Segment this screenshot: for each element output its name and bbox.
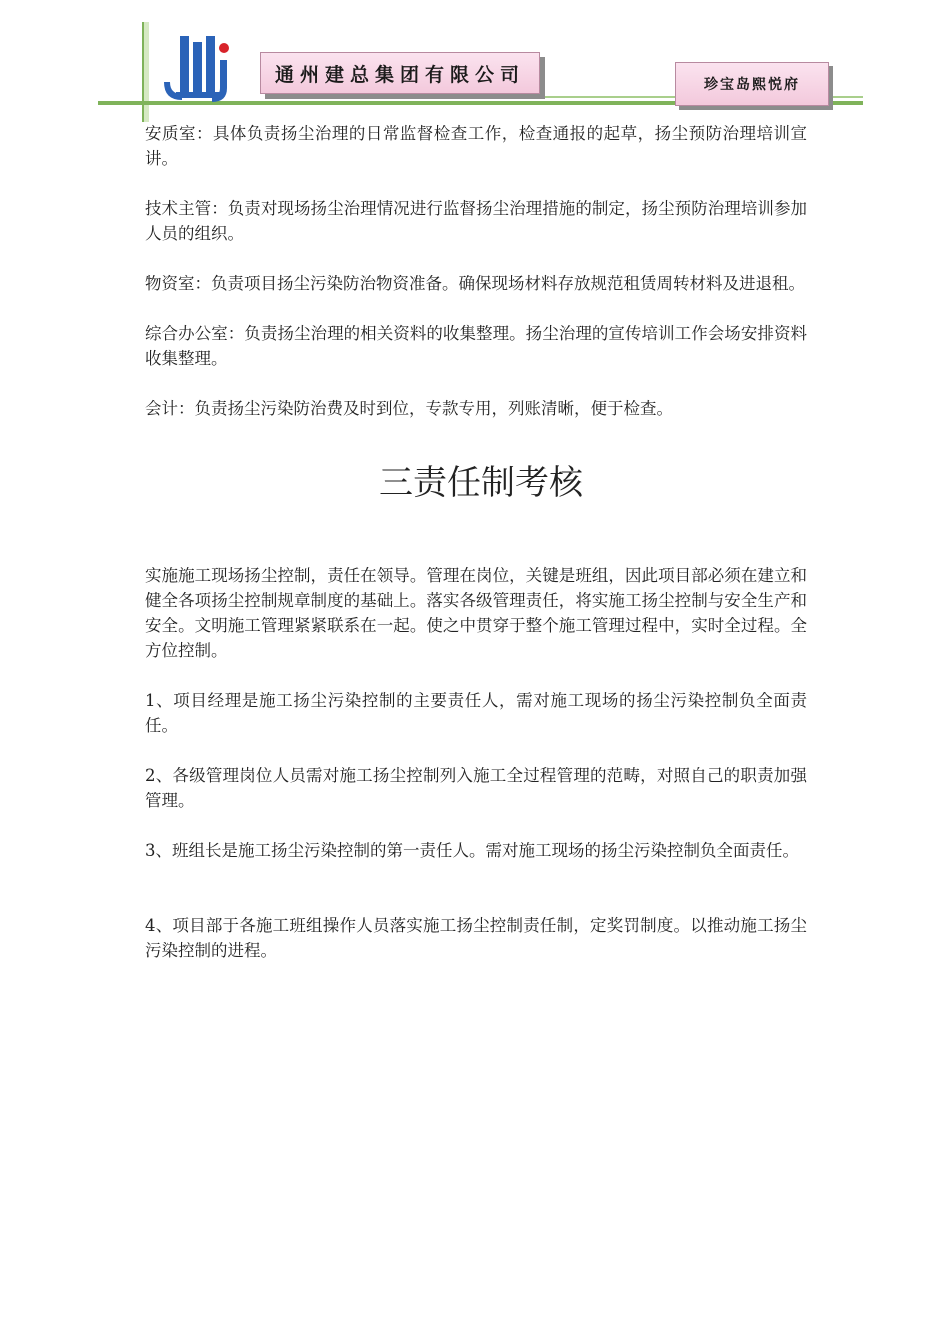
role-paragraph: 安质室：具体负责扬尘治理的日常监督检查工作，检查通报的起草，扬尘预防治理培训宣讲。 (145, 124, 807, 168)
responsibility-item: 4、项目部于各施工班组操作人员落实施工扬尘控制责任制，定奖罚制度。以推动施工扬尘污染控制的进程。 (145, 916, 807, 960)
header-vertical-rule (142, 22, 149, 122)
project-name: 珍宝岛熙悦府 (704, 77, 800, 93)
project-name-label (675, 62, 829, 106)
role-paragraph: 会计：负责扬尘污染防治费及时到位，专款专用，列账清晰，便于检查。 (145, 399, 673, 418)
role-paragraph: 综合办公室：负责扬尘治理的相关资料的收集整理。扬尘治理的宣传培训工作会场安排资料收集整理。 (145, 324, 807, 368)
responsibility-item: 2、各级管理岗位人员需对施工扬尘控制列入施工全过程管理的范畴，对照自己的职责加强管理。 (145, 766, 807, 810)
company-name: 通州建总集团有限公司 (274, 63, 525, 86)
section-heading: 三责任制考核 (379, 463, 583, 503)
role-paragraph: 物资室：负责项目扬尘污染防治物资准备。确保现场材料存放规范租赁周转材料及进退租。 (145, 274, 805, 293)
responsibility-item: 3、班组长是施工扬尘污染控制的第一责任人。需对施工现场的扬尘污染控制负全面责任。 (145, 841, 799, 860)
responsibility-item: 1、项目经理是施工扬尘污染控制的主要责任人，需对施工现场的扬尘污染控制负全面责任。 (145, 691, 807, 735)
section-intro: 实施施工现场扬尘控制，责任在领导。管理在岗位，关键是班组，因此项目部必须在建立和健全各项扬尘控制规章制度的基础上。落实各级管理责任，将实施工扬尘控制与安全生产和安全。文明施工管理紧紧联系在一起。使之中贯穿于整个施工管理过程中，实时全过程。全方位控制。 (145, 566, 807, 660)
role-paragraph: 技术主管：负责对现场扬尘治理情况进行监督扬尘治理措施的制定，扬尘预防治理培训参加人员的组织。 (145, 199, 807, 243)
company-logo-icon (160, 30, 240, 104)
document-body (145, 121, 807, 963)
company-name-label (260, 52, 540, 94)
